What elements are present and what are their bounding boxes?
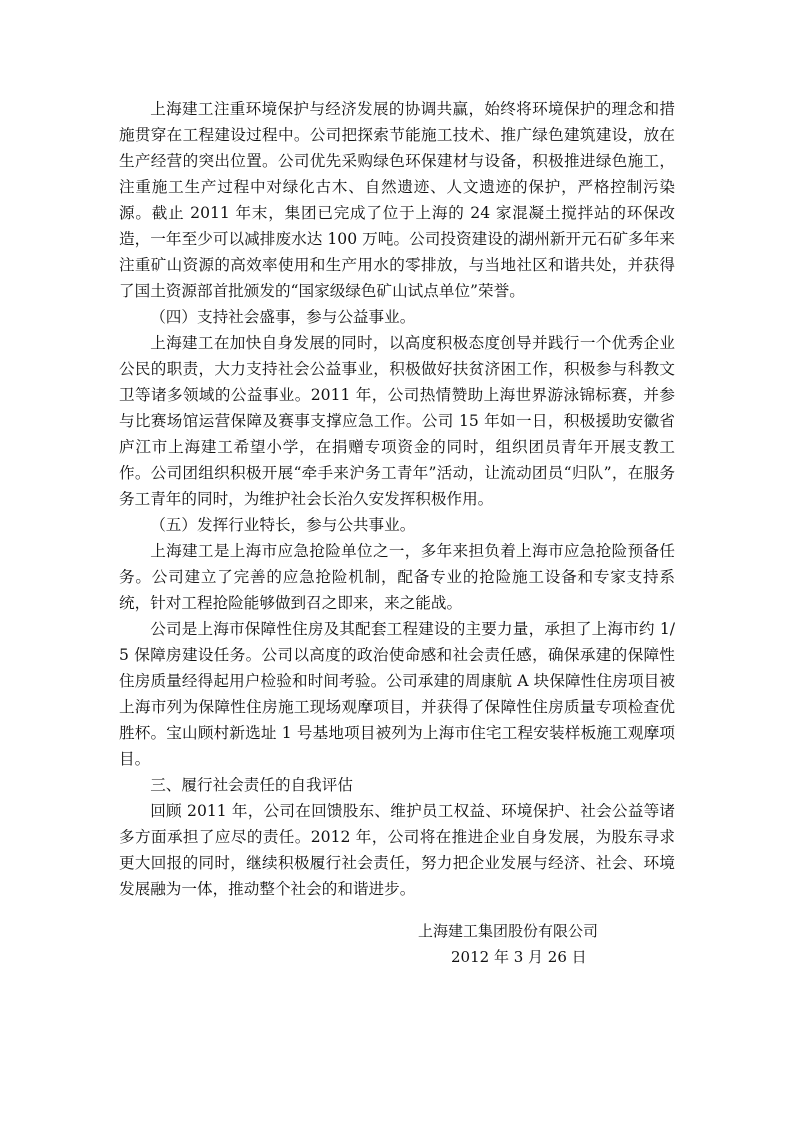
paragraph-housing: 公司是上海市保障性住房及其配套工程建设的主要力量，承担了上海市约 1/5 保障房建设任务。公司以高度的政治使命感和社会责任感，确保承建的保障性住房质量经得起用户检验和时间考验。公司承建的周康航 A 块保障性住房项目被上海市列为保障性住房施工现场观摩项目，并获得了保障性住房质量专项检查优胜杯。宝山顾村新选址 1 号基地项目被列为上海市住宅工程安装样板施工观摩项目。 [119, 620, 675, 768]
signature-company: 上海建工集团股份有限公司 [418, 922, 599, 940]
paragraph-emergency: 上海建工是上海市应急抢险单位之一，多年来担负着上海市应急抢险预备任务。公司建立了完善的应急抢险机制，配备专业的抢险施工设备和专家支持系统，针对工程抢险能够做到召之即来，来之能战。 [119, 542, 675, 612]
heading-self-assessment: 三、履行社会责任的自我评估 [150, 776, 353, 794]
paragraph-review: 回顾 2011 年，公司在回馈股东、维护员工权益、环境保护、社会公益等诸多方面承担了应尽的责任。2012 年，公司将在推进企业自身发展，为股东寻求更大回报的同时，继续积极履行社会责任，努力把企业发展与经济、社会、环境发展融为一体，推动整个社会的和谐进步。 [119, 802, 675, 898]
heading-section-5: （五）发挥行业特长，参与公共事业。 [150, 516, 416, 534]
signature-block [418, 918, 618, 970]
body-text [119, 96, 675, 902]
signature-date: 2012 年 3 月 26 日 [451, 948, 587, 966]
heading-section-4: （四）支持社会盛事，参与公益事业。 [150, 308, 416, 326]
paragraph-public-welfare: 上海建工在加快自身发展的同时，以高度积极态度创导并践行一个优秀企业公民的职责，大力支持社会公益事业，积极做好扶贫济困工作，积极参与科教文卫等诸多领域的公益事业。2011 年，公司热情赞助上海世界游泳锦标赛，并参与比赛场馆运营保障及赛事支撑应急工作。公司 15 年如一日，积极援助安徽省庐江市上海建工希望小学，在捐赠专项资金的同时，组织团员青年开展支教工作。公司团组织积极开展“牵手来沪务工青年”活动，让流动团员“归队”，在服务务工青年的同时，为维护社会长治久安发挥积极作用。 [119, 334, 675, 508]
paragraph-environment: 上海建工注重环境保护与经济发展的协调共赢，始终将环境保护的理念和措施贯穿在工程建设过程中。公司把探索节能施工技术、推广绿色建筑建设，放在生产经营的突出位置。公司优先采购绿色环保建材与设备，积极推进绿色施工，注重施工生产过程中对绿化古木、自然遗迹、人文遗迹的保护，严格控制污染源。截止 2011 年末，集团已完成了位于上海的 24 家混凝土搅拌站的环保改造，一年至少可以减排废水达 100 万吨。公司投资建设的湖州新开元石矿多年来注重矿山资源的高效率使用和生产用水的零排放，与当地社区和谐共处，并获得了国土资源部首批颁发的“国家级绿色矿山试点单位”荣誉。 [119, 100, 675, 300]
